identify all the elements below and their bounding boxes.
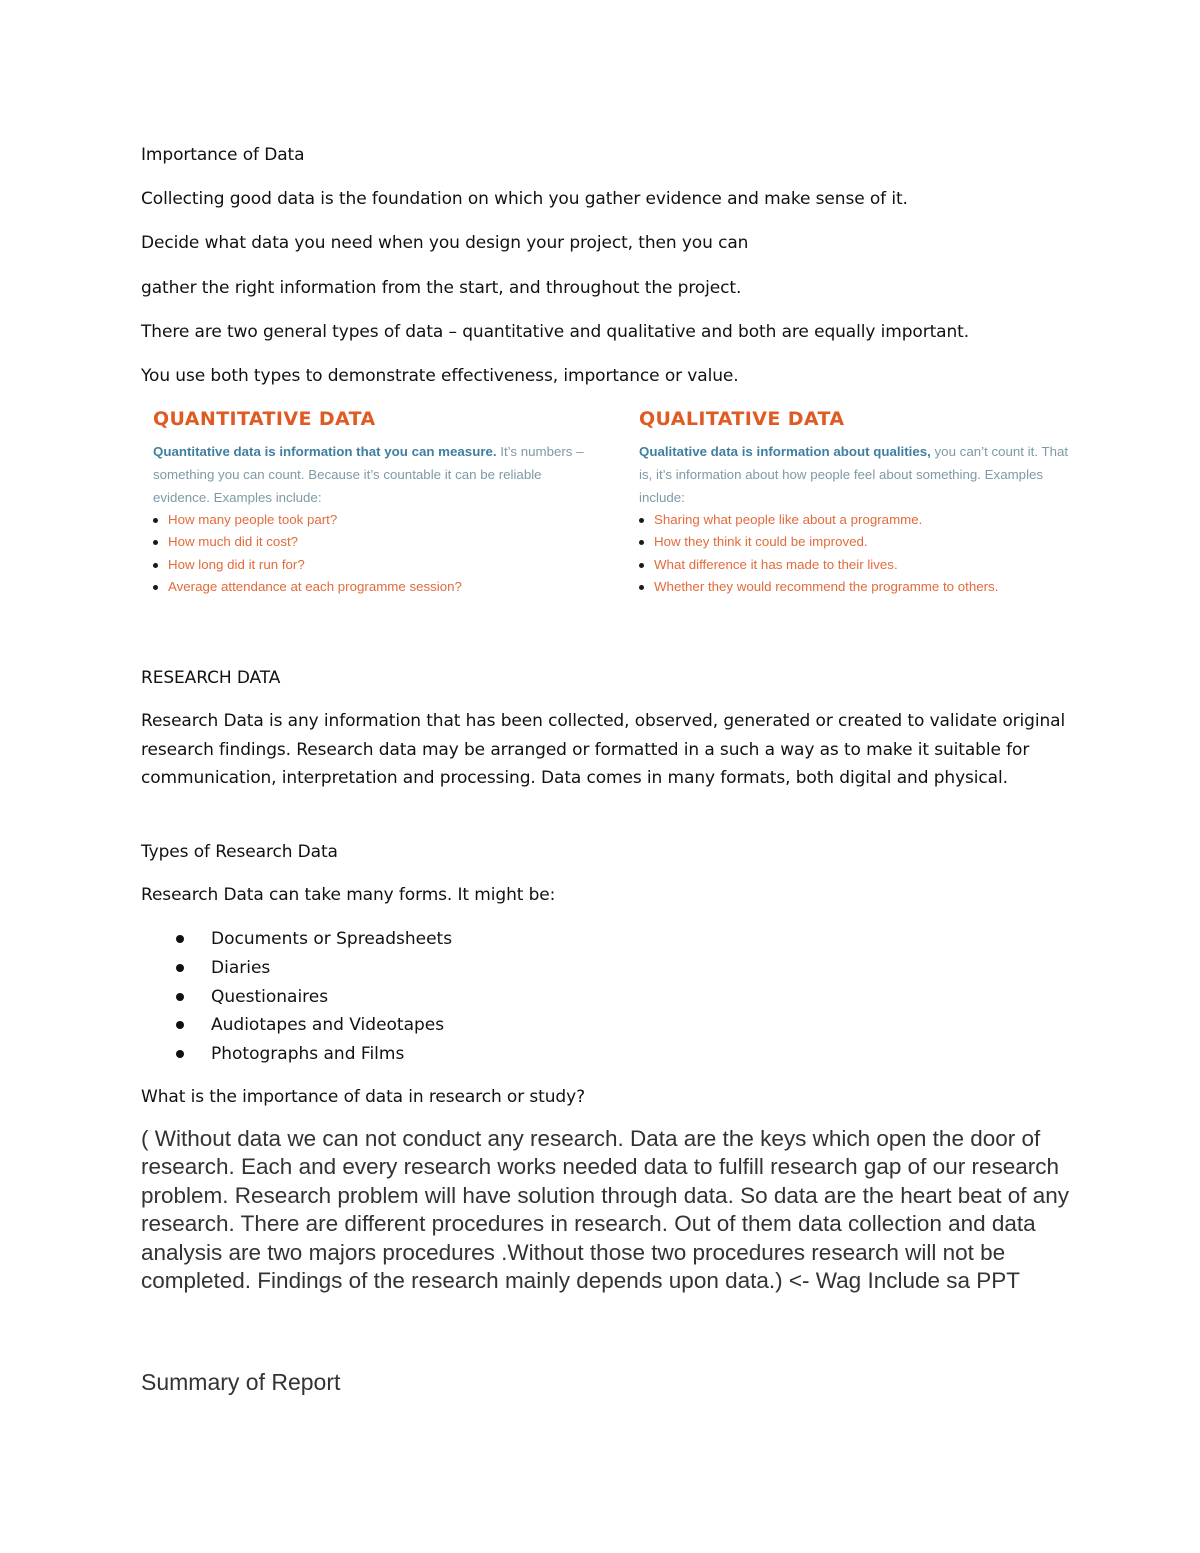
qualitative-intro [639, 440, 1069, 509]
answer-paragraph: ( Without data we can not conduct any research. Data are the keys which open the door of research. Each and every research works needed data to fulfill research gap of our research problem. Research problem will have solution through data. So data are the heart beat of any research. There are different procedures in research. Out of them data collection and data analysis are two majors procedures .Without those two procedures research will not be completed. Findings of the research mainly depends upon data.) <- Wag Include sa PPT [141, 1126, 1070, 1294]
list-item: Average attendance at each programme session? [153, 576, 462, 598]
list-item: Audiotapes and Videotapes [141, 1011, 452, 1040]
qualitative-intro-text: you can’t count it. That is, it’s information about how people feel about something. Examples include: [639, 444, 1069, 505]
qualitative-lead: Qualitative data is information about qualities, [639, 444, 931, 459]
bullet-icon [176, 935, 184, 943]
list-item: Diaries [141, 954, 452, 983]
list-item: What difference it has made to their lives. [639, 554, 998, 576]
bullet-icon [153, 518, 158, 523]
data-types-figure [140, 400, 1075, 610]
quantitative-examples [153, 509, 462, 598]
quantitative-title: QUANTITATIVE DATA [153, 408, 376, 430]
bullet-icon [639, 585, 644, 590]
forms-intro: Research Data can take many forms. It might be: [141, 885, 556, 905]
heading-research-data: RESEARCH DATA [141, 668, 281, 688]
heading-types-of-research-data: Types of Research Data [141, 842, 338, 862]
qualitative-title: QUALITATIVE DATA [639, 408, 845, 430]
research-data-paragraph: Research Data is any information that has been collected, observed, generated or created to validate original research findings. Research data may be arranged or formatted in a such a way as to make it suitable for communication, interpretation and processing. Data comes in many formats, both digital and physical. [141, 711, 1066, 788]
bullet-icon [153, 540, 158, 545]
list-item: Sharing what people like about a programme. [639, 509, 998, 531]
list-item: Documents or Spreadsheets [141, 925, 452, 954]
list-item: How they think it could be improved. [639, 531, 998, 553]
bullet-icon [153, 585, 158, 590]
list-item: Photographs and Films [141, 1040, 452, 1069]
list-item: How much did it cost? [153, 531, 462, 553]
quantitative-lead: Quantitative data is information that you can measure. [153, 444, 497, 459]
paragraph: Decide what data you need when you design your project, then you can [141, 233, 749, 253]
paragraph: There are two general types of data – quantitative and qualitative and both are equally important. [141, 322, 970, 342]
paragraph: You use both types to demonstrate effectiveness, importance or value. [141, 366, 739, 386]
bullet-icon [176, 993, 184, 1001]
bullet-icon [176, 1021, 184, 1029]
question-heading: What is the importance of data in research or study? [141, 1087, 585, 1107]
list-item: Questionaires [141, 983, 452, 1012]
paragraph: Collecting good data is the foundation on which you gather evidence and make sense of it. [141, 189, 908, 209]
bullet-icon [639, 540, 644, 545]
list-item: How many people took part? [153, 509, 462, 531]
quantitative-intro [153, 440, 593, 509]
bullet-icon [639, 563, 644, 568]
list-item: Whether they would recommend the programme to others. [639, 576, 998, 598]
bullet-icon [176, 1050, 184, 1058]
bullet-icon [639, 518, 644, 523]
qualitative-examples [639, 509, 998, 598]
heading-importance-of-data: Importance of Data [141, 145, 305, 165]
summary-of-report-heading: Summary of Report [141, 1369, 341, 1395]
paragraph: gather the right information from the start, and throughout the project. [141, 278, 742, 298]
quantitative-intro-text: It’s numbers –something you can count. Because it’s countable it can be reliable evidence. Examples include: [153, 444, 584, 505]
bullet-icon [153, 563, 158, 568]
list-item: How long did it run for? [153, 554, 462, 576]
research-forms-list [141, 925, 452, 1069]
bullet-icon [176, 964, 184, 972]
